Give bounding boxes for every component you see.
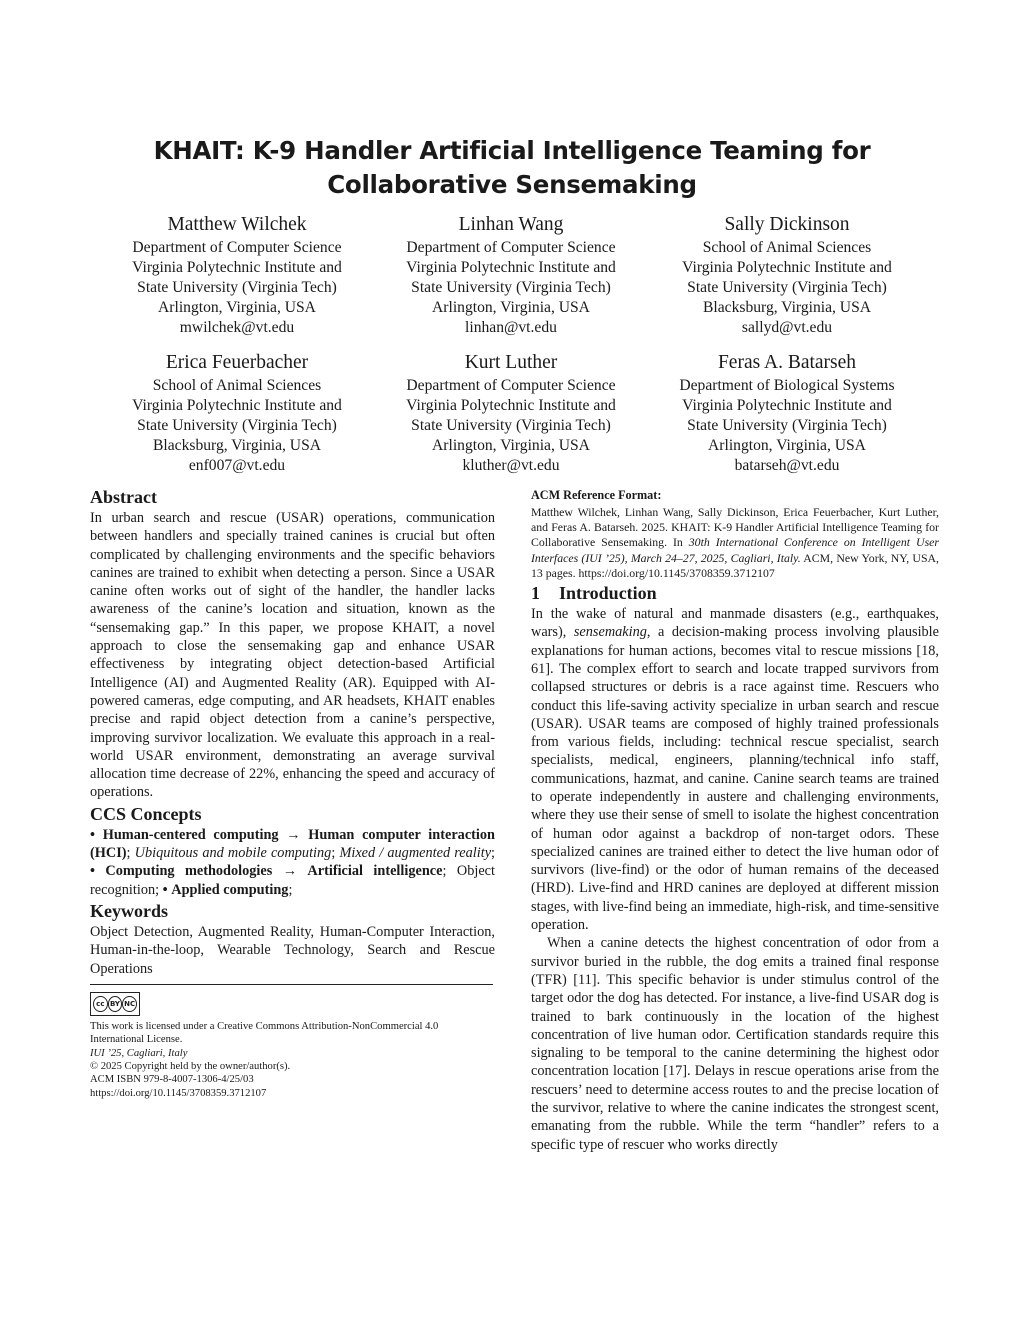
author-affiliation: State University (Virginia Tech)	[137, 279, 337, 296]
cc-icon: cc	[93, 996, 108, 1012]
ccs-term: Computing methodologies	[105, 863, 273, 880]
ccs-bullet: •	[90, 826, 96, 843]
ccs-term: Human-centered computing	[102, 826, 279, 843]
ccs-separator: ;	[331, 845, 336, 862]
keywords-text: Object Detection, Augmented Reality, Human-Computer Interaction, Human-in-the-loop, Wearable Technology, Search and Rescue Operations	[90, 923, 495, 977]
author-email[interactable]: mwilchek@vt.edu	[179, 319, 295, 336]
author-email[interactable]: kluther@vt.edu	[462, 457, 560, 474]
author-name: Erica Feuerbacher	[165, 352, 309, 373]
ccs-term: Human computer interaction (HCI)	[90, 826, 495, 862]
author-name: Sally Dickinson	[724, 214, 850, 235]
author-block	[361, 351, 661, 476]
ccs-arrow: →	[282, 863, 298, 880]
ccs-term: Ubiquitous and mobile computing	[134, 845, 332, 862]
license-line: International License.	[90, 1034, 183, 1046]
ccs-term: Mixed / augmented reality	[339, 845, 492, 862]
ccs-separator: ;	[288, 881, 293, 898]
author-affiliation: State University (Virginia Tech)	[411, 417, 611, 434]
ccs-separator: ;	[126, 845, 131, 862]
cc-license-badge[interactable]	[90, 992, 140, 1016]
author-affiliation: State University (Virginia Tech)	[687, 417, 887, 434]
keywords-heading: Keywords	[90, 900, 168, 921]
author-affiliation: State University (Virginia Tech)	[137, 417, 337, 434]
author-affiliation: Virginia Polytechnic Institute and	[132, 259, 342, 276]
abstract-text: In urban search and rescue (USAR) operations, communication between handlers and specially trained canines is crucial but often complicated by challenging environments and the specific behaviors canines are trained to exhibit when detecting a person. Since a USAR canine often works out of sight of the handler, the handler lacks awareness of the canine’s location and situation, known as the “sensemaking gap.” In this paper, we propose KHAIT, a novel approach to close the sensemaking gap and enhance USAR effectiveness by integrating object detection-based Artificial Intelligence (AI) and Augmented Reality (AR). Equipped with AI-powered cameras, edge computing, and AR headsets, KHAIT enables precise and rapid object detection from a canine’s perspective, improving survivor localization. We evaluate this approach in a real-world USAR environment, demonstrating an average survival allocation time decrease of 22%, enhancing the speed and accuracy of operations.	[90, 510, 495, 801]
author-location: Blacksburg, Virginia, USA	[703, 299, 871, 316]
intro-paragraph-1	[531, 605, 939, 934]
author-block	[637, 351, 937, 476]
doi-link[interactable]: https://doi.org/10.1145/3708359.3712107	[90, 1087, 267, 1099]
acm-reference-text	[531, 505, 939, 581]
author-block	[361, 213, 661, 338]
author-email[interactable]: batarseh@vt.edu	[734, 457, 840, 474]
author-affiliation: Department of Computer Science	[406, 377, 616, 394]
title-line-1: KHAIT: K-9 Handler Artificial Intelligence Teaming for	[153, 136, 871, 165]
intro-text: , a decision-making process involving plausible explanations for human actions, becomes vital to rescue missions [18, 61]. The complex effort to search and locate trapped survivors from collapsed structures or debris is a race against time. Rescuers who conduct this life-saving activity specialize in urban search and rescue (USAR). USAR teams are composed of highly trained professionals from various fields, including: technical rescue specialist, search specialists, medical, engineers, planning/technical info staff, communications, hazmat, and canine. Canine search teams are trained to operate independently in austere and challenging environments, where they use their sense of smell to isolate the highest concentration of human odor against a backdrop of non-target odors. These specialized canines are trained either to detect the live human odor of survivors (live-find) or the odor of human remains of the deceased (HRD). Live-find and HRD canines are deployed at different mission stages, with live-find being an immediate, high-risk, and time-sensitive operation.	[531, 624, 940, 934]
section-title: Introduction	[559, 583, 657, 604]
author-affiliation: Virginia Polytechnic Institute and	[682, 259, 892, 276]
author-block	[87, 213, 387, 338]
author-affiliation: School of Animal Sciences	[702, 239, 872, 256]
paper-title	[100, 134, 924, 202]
abstract-heading: Abstract	[90, 487, 157, 507]
author-location: Arlington, Virginia, USA	[432, 299, 590, 316]
intro-emphasis: sensemaking	[573, 624, 647, 641]
author-location: Arlington, Virginia, USA	[158, 299, 316, 316]
right-column	[531, 488, 939, 1154]
author-affiliation: State University (Virginia Tech)	[411, 279, 611, 296]
author-name: Linhan Wang	[458, 214, 564, 235]
author-email[interactable]: enf007@vt.edu	[188, 457, 286, 474]
acm-reference-heading: ACM Reference Format:	[531, 488, 662, 502]
ccs-term: Artificial intelligence	[307, 863, 443, 880]
author-affiliation: Virginia Polytechnic Institute and	[406, 397, 616, 414]
author-affiliation: Virginia Polytechnic Institute and	[132, 397, 342, 414]
left-column	[90, 485, 495, 1100]
intro-paragraph-2: When a canine detects the highest concentration of odor from a survivor buried in the rubble, the dog emits a trained final response (TFR) [11]. This specific behavior is under stimulus control of the target odor the dog has detected. For instance, a live-find USAR dog is trained to bark continuously in the location of the highest concentration of live human odor. Certification standards require this signaling to be temporal to the canine determining the highest odor concentration location [17]. Delays in rescue operations arise from the rescuers’ need to determine access routes to and the precise location of the survivor, relative to where the canine indicates the strongest scent, emanating from the rubble. While the term “handler” refers to a specific type of rescuer who works directly	[531, 935, 939, 1153]
divider	[90, 984, 493, 985]
author-affiliation: Department of Computer Science	[406, 239, 616, 256]
author-affiliation: School of Animal Sciences	[152, 377, 322, 394]
author-location: Arlington, Virginia, USA	[708, 437, 866, 454]
ccs-separator: ;	[442, 863, 447, 880]
author-location: Arlington, Virginia, USA	[432, 437, 590, 454]
venue-line: IUI ’25, Cagliari, Italy	[90, 1047, 188, 1059]
ccs-term: Applied computing	[171, 881, 289, 898]
ccs-heading: CCS Concepts	[90, 803, 202, 824]
ccs-bullet: •	[90, 863, 96, 880]
author-location: Blacksburg, Virginia, USA	[153, 437, 321, 454]
acm-reference-authors: Matthew Wilchek, Linhan Wang, Sally Dickinson, Erica Feuerbacher, Kurt Luther, and Feras A. Batarseh. 2025. KHAIT: K-9 Handler Artificial Intelligence Teaming for Collaborative Sensemaking. In	[531, 505, 939, 550]
author-affiliation: Virginia Polytechnic Institute and	[682, 397, 892, 414]
author-name: Kurt Luther	[464, 352, 558, 373]
ccs-bullet: •	[162, 881, 168, 898]
author-block	[87, 351, 387, 476]
acm-reference-tail: ACM, New York, NY, USA, 13 pages. https://doi.org/10.1145/3708359.3712107	[531, 550, 939, 580]
author-email[interactable]: linhan@vt.edu	[465, 319, 557, 336]
author-affiliation: Department of Biological Systems	[679, 377, 895, 394]
author-name: Matthew Wilchek	[167, 214, 307, 235]
author-block	[637, 213, 937, 338]
copyright-line: © 2025 Copyright held by the owner/author(s).	[90, 1061, 291, 1073]
author-affiliation: Virginia Polytechnic Institute and	[406, 259, 616, 276]
isbn-line: ACM ISBN 979-8-4007-1306-4/25/03	[90, 1074, 254, 1086]
author-affiliation: Department of Computer Science	[132, 239, 342, 256]
title-line-2: Collaborative Sensemaking	[327, 170, 697, 199]
ccs-arrow: →	[286, 826, 301, 843]
nc-icon: NC	[122, 996, 137, 1012]
author-email[interactable]: sallyd@vt.edu	[741, 319, 833, 336]
author-name: Feras A. Batarseh	[717, 352, 857, 373]
intro-text: In the wake of natural and manmade disasters (e.g., earthquakes, wars),	[531, 606, 939, 641]
ccs-text	[90, 826, 495, 899]
ccs-term: Object recognition;	[90, 863, 495, 898]
author-affiliation: State University (Virginia Tech)	[687, 279, 887, 296]
license-block	[90, 1020, 495, 1100]
ccs-separator: ;	[491, 845, 496, 862]
acm-reference-venue: 30th International Conference on Intelligent User Interfaces (IUI ’25), March 24–27, 2025, Cagliari, Italy.	[531, 535, 939, 565]
section-number: 1	[531, 583, 540, 604]
intro-heading	[531, 581, 939, 605]
by-icon: BY	[108, 996, 123, 1012]
license-line: This work is licensed under a Creative Commons Attribution-NonCommercial 4.0	[90, 1020, 439, 1032]
